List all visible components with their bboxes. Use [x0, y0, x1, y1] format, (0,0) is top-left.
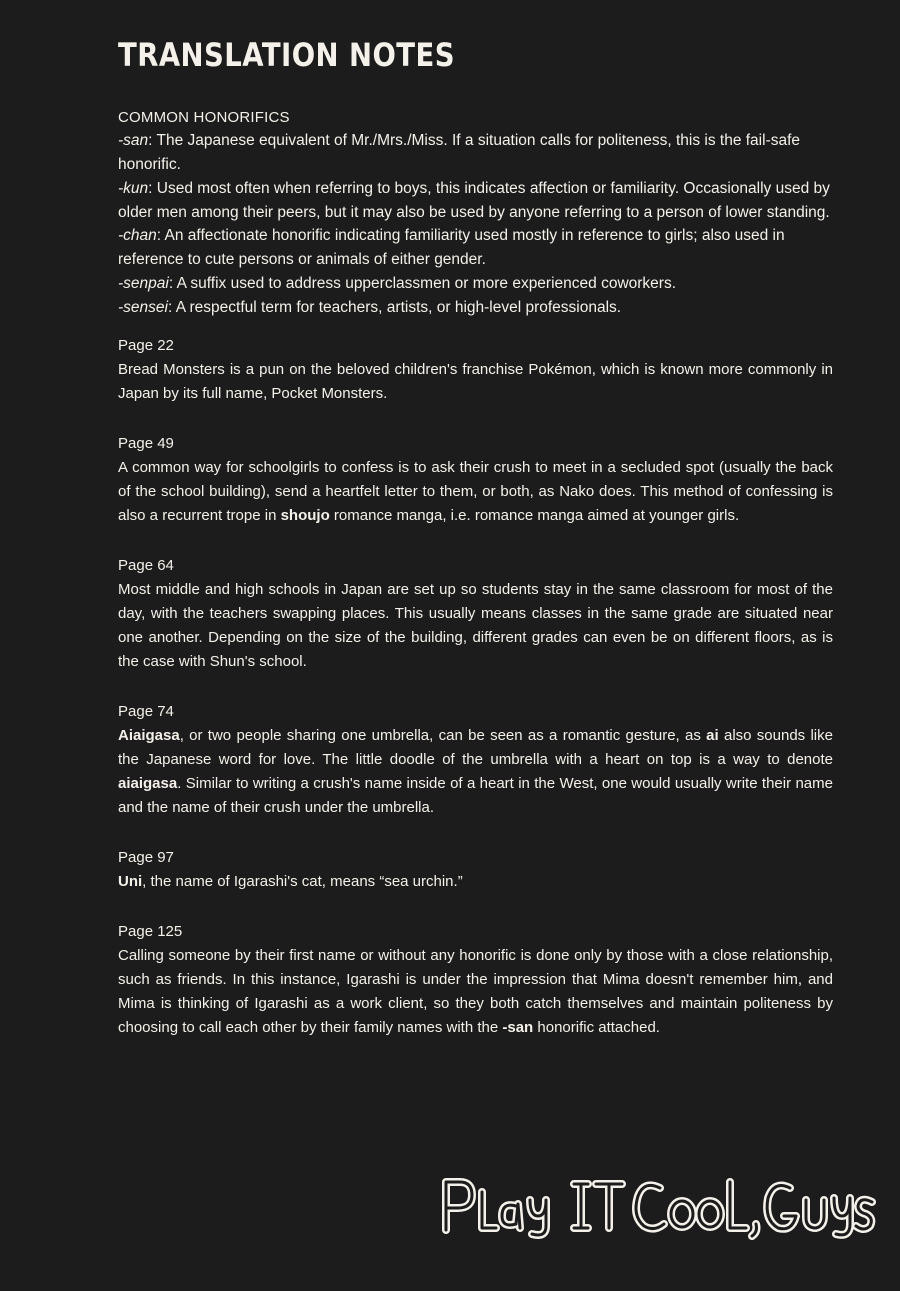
translation-note [118, 432, 833, 528]
translation-note [118, 554, 833, 674]
honorifics-heading: COMMON HONORIFICS [118, 109, 290, 127]
note-page-number: Page 64 [118, 556, 174, 574]
honorific-definition: : Used most often when referring to boys, this indicates affection or familiarity. Occasionally used by older men among their peers, but it may also be used by anyone referring to a person of lower standing. [118, 179, 830, 221]
note-text-segment: , the name of Igarashi's cat, means “sea urchin.” [142, 872, 463, 890]
note-page-number: Page 97 [118, 848, 174, 866]
honorific-entry [118, 296, 833, 320]
honorific-definition: : A suffix used to address upperclassmen or more experienced coworkers. [168, 274, 677, 292]
note-text-segment: Calling someone by their first name or without any honorific is done only by those with a close relationship, such as friends. In this instance, Igarashi is under the impression that Mima doesn't remember him, and Mima is thinking of Igarashi as a work client, so they both catch themselves and maintain politeness by choosing to call each other by their family names with the [118, 946, 833, 1036]
note-term-bold: -san [502, 1018, 534, 1036]
series-logo [438, 1170, 876, 1240]
series-logo-image [438, 1170, 876, 1240]
note-page-number: Page 125 [118, 922, 183, 940]
honorific-term: -chan [118, 227, 157, 245]
note-term-bold: ai [706, 726, 719, 744]
note-text [118, 358, 833, 406]
translation-note [118, 920, 833, 1040]
translation-note [118, 846, 833, 894]
honorific-term: -kun [118, 179, 149, 197]
note-page-number: Page 74 [118, 702, 174, 720]
translation-note [118, 700, 833, 820]
note-text-segment: . Similar to writing a crush's name inside of a heart in the West, one would usually write their name and the name of their crush under the umbrella. [118, 774, 833, 816]
note-term-bold: shoujo [280, 506, 330, 524]
note-text-segment: also sounds like the Japanese word for love. The little doodle of the umbrella with a heart on top is a way to denote [118, 726, 833, 768]
note-text-segment: , or two people sharing one umbrella, can be seen as a romantic gesture, as [179, 726, 707, 744]
honorific-entry [118, 177, 833, 225]
note-text [118, 870, 833, 894]
honorific-entry [118, 224, 833, 272]
note-text [118, 724, 833, 820]
note-text-segment: romance manga, i.e. romance manga aimed at younger girls. [329, 506, 740, 524]
note-text [118, 944, 833, 1040]
honorific-definition: : A respectful term for teachers, artists, or high-level professionals. [167, 298, 622, 316]
translation-note [118, 334, 833, 406]
honorific-term: -sensei [118, 298, 168, 316]
note-term-bold: aiaigasa [118, 774, 178, 792]
note-page-number: Page 49 [118, 434, 174, 452]
honorific-entry [118, 129, 833, 177]
note-text-segment: A common way for schoolgirls to confess is to ask their crush to meet in a secluded spot (usually the back of the school building), send a heartfelt letter to them, or both, as Nako does. This method of confessing is also a recurrent trope in [118, 458, 833, 524]
notes-list [118, 334, 833, 1040]
translation-notes-page [118, 38, 833, 1040]
honorifics-section [118, 107, 833, 319]
note-text-segment: honorific attached. [533, 1018, 660, 1036]
series-logo-text: PLAY IT COOL, GUYS [438, 1170, 449, 1171]
note-term-bold: Uni [118, 872, 143, 890]
note-text [118, 578, 833, 674]
note-text-segment: Bread Monsters is a pun on the beloved children's franchise Pokémon, which is known more commonly in Japan by its full name, Pocket Monsters. [118, 360, 833, 402]
page-title: TRANSLATION NOTES [118, 36, 455, 74]
honorific-definition: : An affectionate honorific indicating familiarity used mostly in reference to girls; also used in reference to cute persons or animals of either gender. [118, 227, 785, 269]
honorific-definition: : The Japanese equivalent of Mr./Mrs./Miss. If a situation calls for politeness, this is the fail-safe honorific. [118, 132, 801, 173]
note-text-segment: Most middle and high schools in Japan are set up so students stay in the same classroom for most of the day, with the teachers swapping places. This usually means classes in the same grade are situated near one another. Depending on the size of the building, different grades can even be on different floors, as is the case with Shun's school. [118, 580, 833, 670]
note-term-bold: Aiaigasa [118, 726, 180, 744]
honorific-term: -senpai [118, 274, 169, 292]
honorific-entry [118, 272, 833, 296]
honorifics-list [118, 129, 833, 319]
note-page-number: Page 22 [118, 336, 174, 354]
note-text [118, 456, 833, 528]
honorific-term: -san [118, 132, 149, 150]
